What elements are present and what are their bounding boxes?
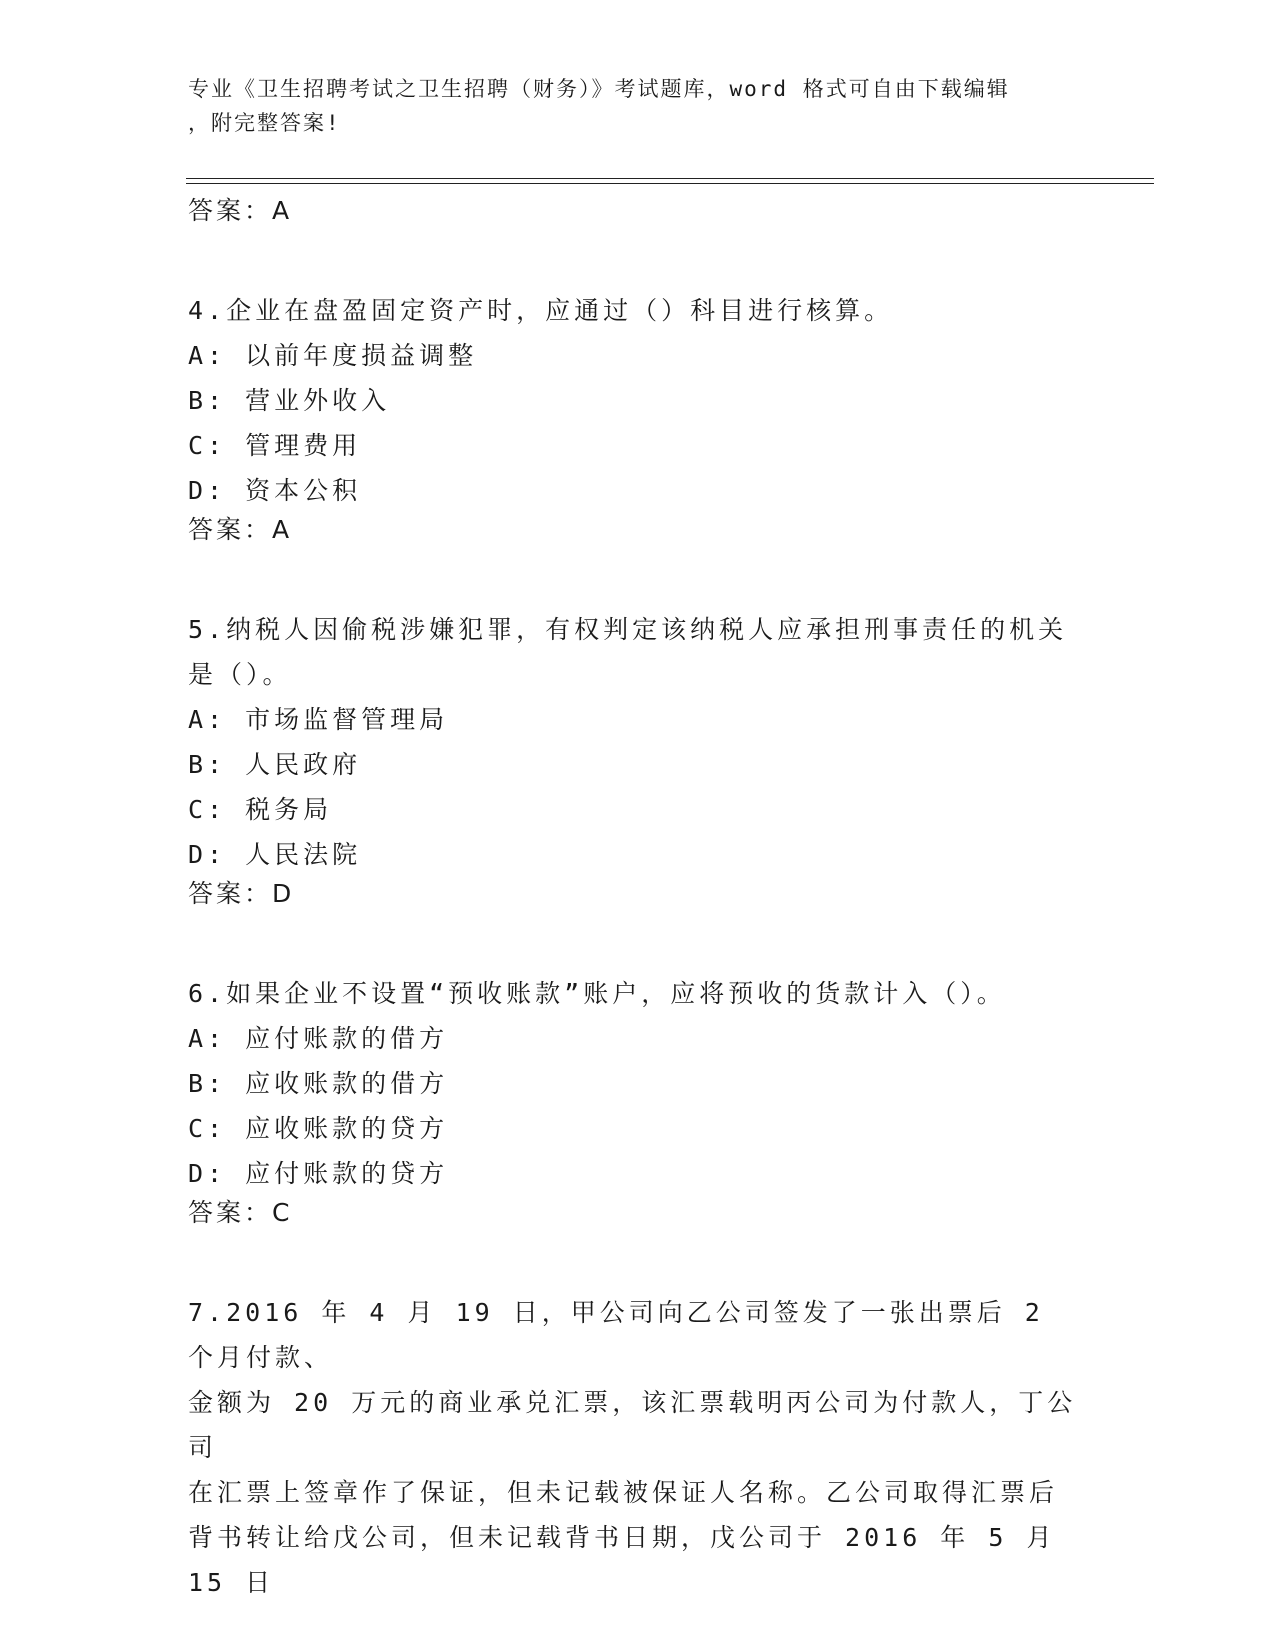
question-option-c: C: 税务局 (188, 795, 333, 824)
question-stem-line: 背书转让给戊公司，但未记载背书日期，戊公司于 2016 年 5 月 15 日 (188, 1523, 1056, 1597)
question-item (188, 288, 1088, 547)
header-line-2: ，附完整答案! (188, 111, 341, 135)
question-option-a: A: 以前年度损益调整 (188, 341, 478, 370)
question-option-d: D: 资本公积 (188, 476, 362, 505)
question-item (188, 1290, 1088, 1605)
question-option-c: C: 应收账款的贷方 (188, 1114, 449, 1143)
document-body (188, 190, 1088, 1605)
answer-value: D (272, 879, 293, 908)
answer-value: C (272, 1198, 291, 1227)
question-option-b: B: 人民政府 (188, 750, 362, 779)
question-stem-line: 金额为 20 万元的商业承兑汇票，该汇票载明丙公司为付款人，丁公司 (188, 1388, 1077, 1462)
question-stem: 4.企业在盘盈固定资产时，应通过（）科目进行核算。 (188, 296, 894, 325)
question-stem-line: 是（）。 (188, 660, 292, 689)
answer-line (188, 194, 1088, 228)
question-stem-line: 7.2016 年 4 月 19 日，甲公司向乙公司签发了一张出票后 2 个月付款、 (188, 1298, 1044, 1372)
answer-label: 答案： (188, 196, 273, 225)
question-option-b: B: 应收账款的借方 (188, 1069, 449, 1098)
answer-line (188, 1196, 1088, 1230)
question-stem: 6.如果企业不设置“预收账款”账户，应将预收的货款计入（）。 (188, 979, 1006, 1008)
question-item (188, 607, 1088, 911)
header-line-1: 专业《卫生招聘考试之卫生招聘（财务）》考试题库，word 格式可自由下载编辑 (188, 77, 1010, 101)
question-option-a: A: 应付账款的借方 (188, 1024, 449, 1053)
answer-value: A (272, 196, 291, 225)
question-option-c: C: 管理费用 (188, 431, 362, 460)
question-stem-line: 5.纳税人因偷税涉嫌犯罪，有权判定该纳税人应承担刑事责任的机关 (188, 615, 1068, 644)
question-stem-line: 在汇票上签章作了保证，但未记载被保证人名称。乙公司取得汇票后 (188, 1478, 1059, 1507)
question-item (188, 971, 1088, 1230)
page-header (188, 72, 1068, 140)
answer-label: 答案： (188, 879, 273, 908)
question-option-b: B: 营业外收入 (188, 386, 391, 415)
answer-line (188, 877, 1088, 911)
question-option-a: A: 市场监督管理局 (188, 705, 449, 734)
header-divider (186, 178, 1154, 184)
answer-label: 答案： (188, 1198, 273, 1227)
question-option-d: D: 人民法院 (188, 840, 362, 869)
answer-line (188, 513, 1088, 547)
question-option-d: D: 应付账款的贷方 (188, 1159, 449, 1188)
answer-value: A (272, 515, 291, 544)
answer-label: 答案： (188, 515, 273, 544)
